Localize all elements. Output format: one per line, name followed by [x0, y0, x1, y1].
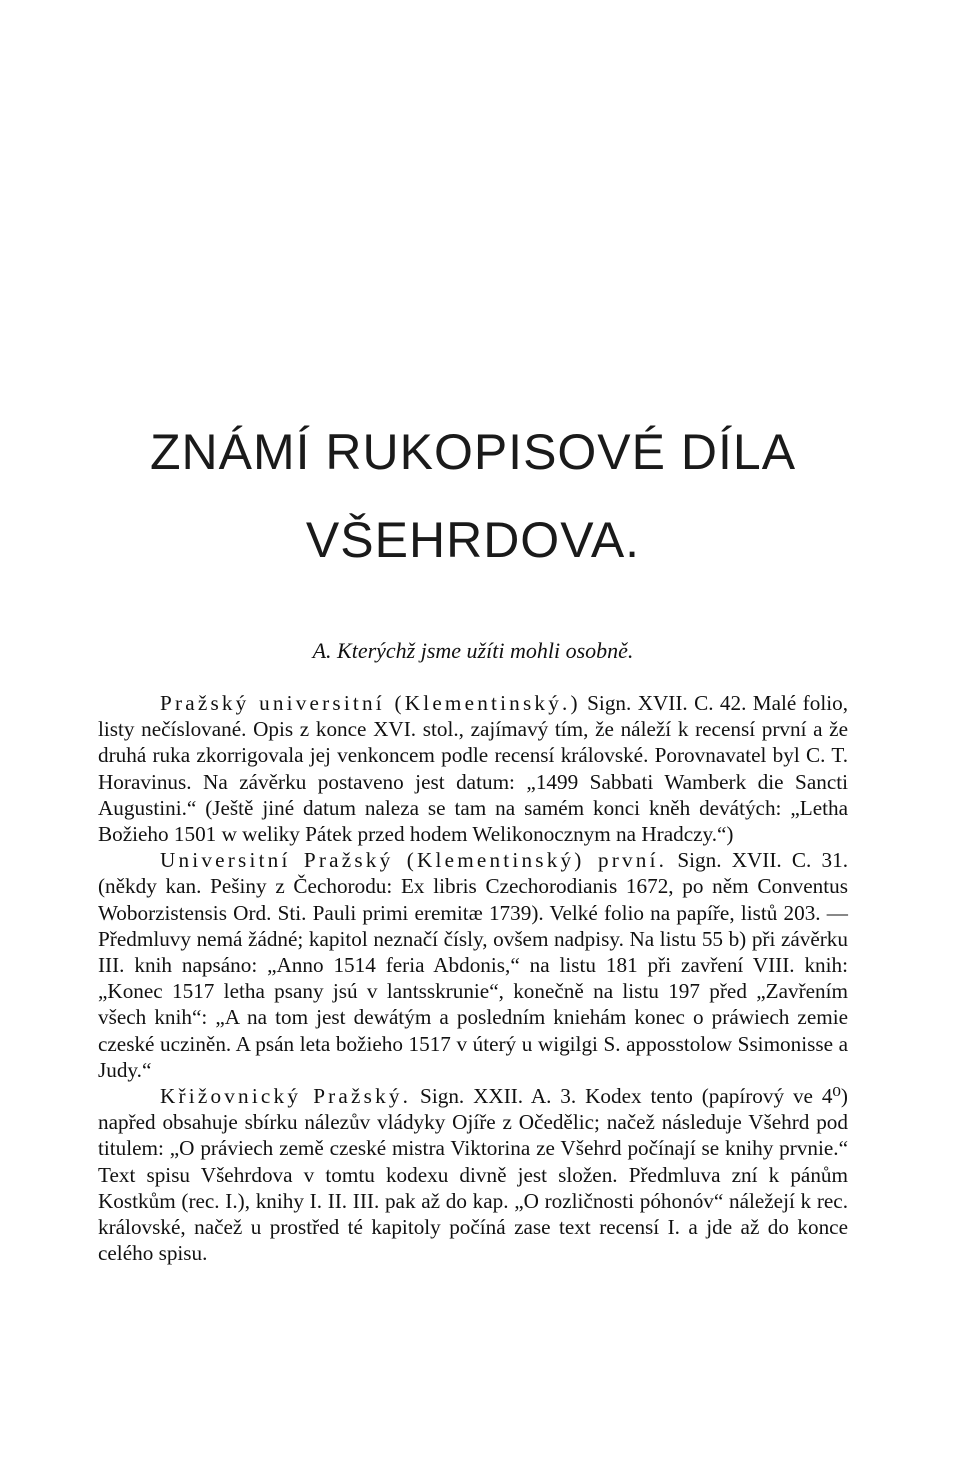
manuscript-description-1: Sign. XVII. C. 42. Malé folio, listy nečíslované. Opis z konce XVI. stol., zajímavý tím, že náleží k recensí první a že druhá ruka zkorrigovala jej venkoncem podle recensí královské. Porovnavatel byl C. T. Horavinus. Na závěrku postaveno jest datum: „1499 Sabbati Wamberk die Sancti Augustini.“ (Ještě jiné datum naleza se tam na samém konci kněh devátých: „Letha Božieho 1501 w weliky Pátek przed hodem Welikonocznym na Hradczy.“) — [98, 691, 848, 847]
manuscript-description-3: Sign. XXII. A. 3. Kodex tento (papírový ve 4⁰) napřed obsahuje sbírku nálezův vládyky Ojíře z Očedělic; načež následuje Všehrd pod titulem: „O práviech země czeské mistra Viktorina ze Všehrd počínají se knihy prvnie.“ Text spisu Všehrdova v tomtu kodexu divně jest složen. Předmluva zní k pánům Kostkům (rec. I.), knihy I. II. III. pak až do kap. „O rozličnosti póhonóv“ náležejí k rec. královské, načež u prostřed té kapitoly počíná zase text recensí I. a jde až do konce celého spisu. — [98, 1084, 848, 1266]
manuscript-name-1: Pražský universitní (Klementinský.) — [160, 691, 581, 715]
chapter-title-line-2: VŠEHRDOVA. — [305, 512, 641, 568]
manuscript-entry-3 — [98, 1083, 848, 1266]
section-subtitle: A. Kterýchž jsme užíti mohli osobně. — [312, 638, 634, 663]
chapter-title-line-1: ZNÁMÍ RUKOPISOVÉ DÍLA — [149, 424, 797, 480]
chapter-title — [98, 408, 848, 584]
manuscript-entry-1 — [98, 690, 848, 847]
manuscript-name-3: Křižovnický Pražský. — [160, 1084, 412, 1109]
document-page — [98, 408, 848, 1266]
manuscript-description-2: Sign. XVII. C. 31. (někdy kan. Pešiny z Čechorodu: Ex libris Czechorodianis 1672, po něm Conventus Woborzistensis Ord. Sti. Pauli primi eremitæ 1739). Velké folio na papíře, listů 203. — Předmluvy nemá žádné; kapitol neznačí čísly, ovšem nadpisy. Na listu 55 b) při závěrku III. knih napsáno: „Anno 1514 feria Abdonis,“ na listu 181 při zavření VIII. knih: „Konec 1517 letha psany jsú v lantsskrunie“, konečně na listu 197 před „Zavřením všech knih“: „A na tom jest dewátým a posledním kniehám konec o práwiech zemie czeské ucziněn. A psán leta božieho 1517 v úterý u wigilgi S. apposstolow Ssimonisse a Judy.“ — [98, 848, 848, 1082]
manuscript-entry-2 — [98, 847, 848, 1083]
manuscript-name-2: Universitní Pražský (Klementinský) první. — [160, 848, 668, 873]
